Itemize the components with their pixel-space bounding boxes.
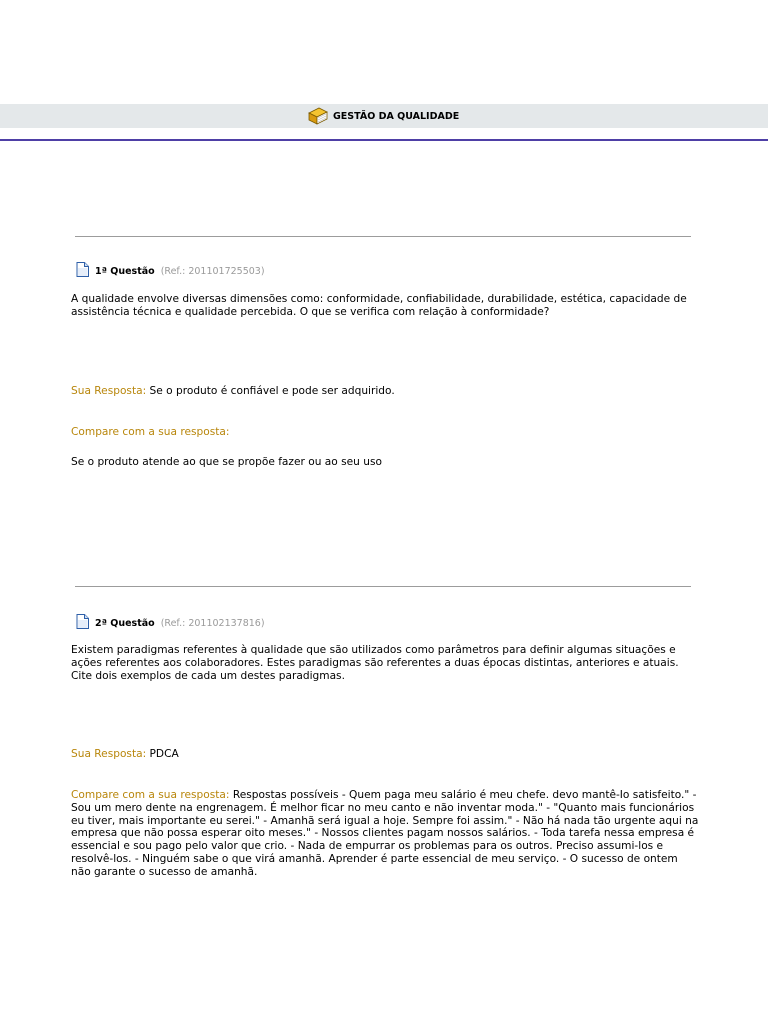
- answer-label: Sua Resposta:: [71, 385, 147, 397]
- compare-text: Respostas possíveis - Quem paga meu salário é meu chefe. devo mantê-Io satisfeito." - Sou um mero dente na engrenagem. É melhor ficar no meu canto e não inventar moda." - "Quanto mais funcionários eu tiver, mais importante eu serei." - Amanhã será igual a hoje. Sempre foi assim." - Não há nada tão urgente aqui na empresa que não possa esperar oito meses." - Nossos clientes pagam nossos salários. - Toda tarefa nessa empresa é essencial e sou pago pelo valor que crio. - Nada de empurrar os problemas para os outros. Preciso assumi-los e resolvê-los. - Ninguém sabe o que virá amanhã. Aprender é parte essencial de meu serviço. - O sucesso de ontem não garante o sucesso de amanhã.: [71, 789, 699, 878]
- answer-row: [71, 748, 699, 761]
- document-icon: [76, 262, 89, 277]
- question-text: Existem paradigmas referentes à qualidade que são utilizados como parâmetros para definir algumas situações e ações referentes aos colaboradores. Estes paradigmas são referentes a duas épocas distintas, anteriores e atuais. Cite dois exemplos de cada um destes paradigmas.: [71, 644, 679, 682]
- book-icon: [307, 106, 328, 126]
- question-divider: [75, 586, 691, 587]
- question-divider: [75, 236, 691, 237]
- question-text: A qualidade envolve diversas dimensões como: conformidade, confiabilidade, durabilidade, estética, capacidade de assistência técnica e qualidade percebida. O que se verifica com relação à conformidade?: [71, 293, 687, 318]
- page-title: GESTÃO DA QUALIDADE: [333, 110, 460, 122]
- question-title: 2ª Questão: [95, 618, 155, 629]
- page-header: [307, 106, 459, 126]
- answer-label: Sua Resposta:: [71, 748, 147, 760]
- header-divider: [0, 139, 768, 141]
- question-header: [76, 613, 265, 629]
- question-title: 1ª Questão: [95, 266, 155, 277]
- answer-row: [71, 385, 699, 398]
- answer-text: Se o produto é confiável e pode ser adquirido.: [149, 385, 395, 397]
- question-ref: (Ref.: 201101725503): [160, 266, 265, 277]
- compare-label: Compare com a sua resposta:: [71, 789, 230, 801]
- document-icon: [76, 614, 89, 629]
- compare-label: Compare com a sua resposta:: [71, 426, 230, 438]
- answer-text: PDCA: [149, 748, 179, 760]
- question-ref: (Ref.: 201102137816): [160, 618, 265, 629]
- question-header: [76, 261, 265, 277]
- compare-text: Se o produto atende ao que se propõe fazer ou ao seu uso: [71, 456, 382, 468]
- compare-block: [71, 789, 699, 879]
